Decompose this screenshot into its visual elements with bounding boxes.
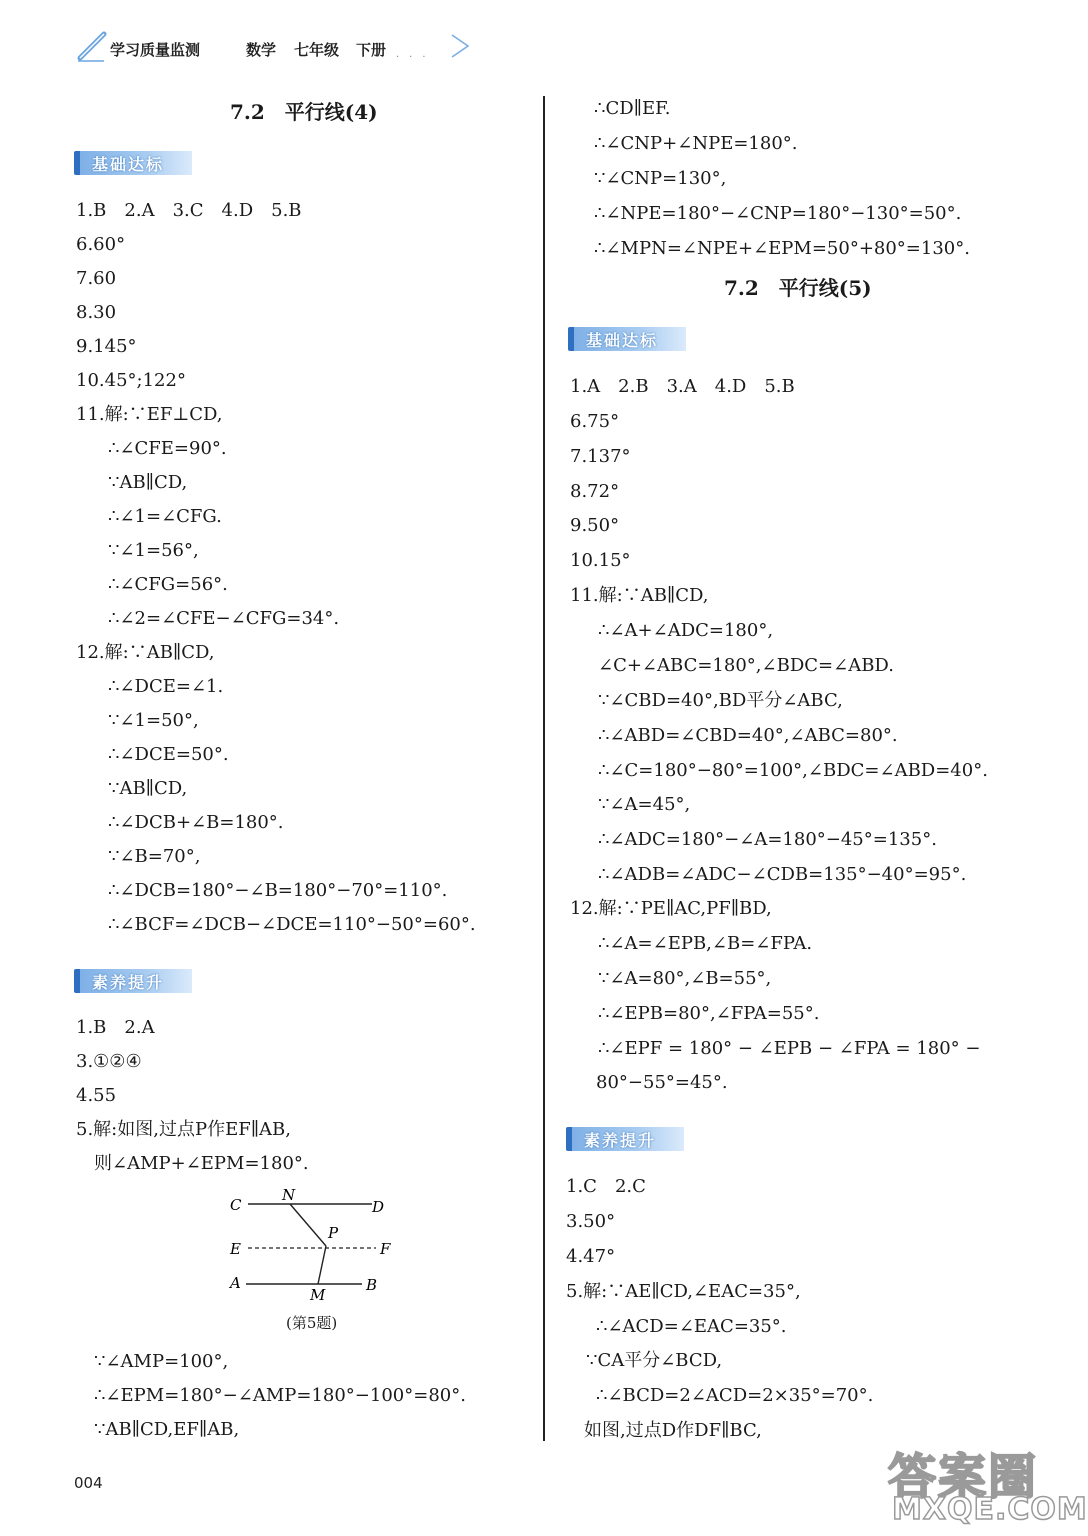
answer-line: 5.解:∵AE∥CD,∠EAC=35°,: [566, 1281, 801, 1302]
answer-line: ∴∠CFG=56°.: [108, 574, 228, 595]
answer-line: 80°−55°=45°.: [596, 1072, 728, 1093]
label-b: B: [366, 1276, 378, 1294]
answer-line: ∴∠C=180°−80°=100°,∠BDC=∠ABD=40°.: [598, 760, 988, 781]
badge-advanced-2: 素养提升: [566, 1127, 684, 1151]
answer-line: ∴CD∥EF.: [594, 98, 671, 119]
answer-line: 11.解:∵AB∥CD,: [570, 585, 709, 606]
answer-line: 1.B 2.A 3.C 4.D 5.B: [76, 200, 302, 221]
answer-line: ∵∠CBD=40°,BD平分∠ABC,: [598, 690, 843, 711]
answer-line: ∴∠2=∠CFE−∠CFG=34°.: [108, 608, 340, 629]
answer-line: 11.解:∵EF⊥CD,: [76, 404, 223, 425]
answer-line: ∵∠1=56°,: [108, 540, 199, 561]
answer-line: 9.50°: [570, 515, 620, 536]
answer-line: ∴∠DCE=50°.: [108, 744, 229, 765]
column-divider: [543, 96, 545, 1441]
badge-basic: 基础达标: [74, 151, 192, 175]
answer-line: 1.A 2.B 3.A 4.D 5.B: [570, 376, 795, 397]
label-d: D: [372, 1198, 385, 1216]
answer-line: ∴∠MPN=∠NPE+∠EPM=50°+80°=130°.: [594, 238, 970, 259]
answer-line: ∴∠BCD=2∠ACD=2×35°=70°.: [596, 1385, 874, 1406]
grade-label: 七年级: [294, 41, 340, 59]
answer-line: ∴∠BCF=∠DCB−∠DCE=110°−50°=60°.: [108, 914, 476, 935]
answer-line: 6.75°: [570, 411, 620, 432]
answer-line: ∵∠1=50°,: [108, 710, 199, 731]
answer-line: 1.B 2.A: [76, 1017, 155, 1038]
answer-line: ∴∠NPE=180°−∠CNP=180°−130°=50°.: [594, 203, 962, 224]
answer-line: ∵AB∥CD,EF∥AB,: [94, 1419, 240, 1440]
answer-line: 10.45°;122°: [76, 370, 186, 391]
label-f: F: [380, 1240, 391, 1258]
answer-line: ∵∠CNP=130°,: [594, 168, 727, 189]
answer-line: 12.解:∵PE∥AC,PF∥BD,: [570, 898, 772, 919]
watermark-text-bottom: MXQE.COM: [892, 1492, 1088, 1527]
answer-line: 8.72°: [570, 481, 620, 502]
section-title-4: 7.2 平行线(4): [230, 100, 378, 124]
answer-line: ∴∠DCB=180°−∠B=180°−70°=110°.: [108, 880, 448, 901]
answer-line: ∵CA平分∠BCD,: [586, 1350, 723, 1371]
watermark-text-top: 答案圈: [888, 1449, 1039, 1505]
pencil-icon: [76, 30, 112, 62]
answer-line: ∴∠EPF = 180° − ∠EPB − ∠FPA = 180° −: [598, 1038, 981, 1059]
answer-line: 则∠AMP+∠EPM=180°.: [94, 1153, 309, 1174]
answer-line: 6.60°: [76, 234, 126, 255]
answer-line: ∵∠A=45°,: [598, 794, 691, 815]
label-m: M: [310, 1286, 326, 1304]
badge-basic-2: 基础达标: [568, 327, 686, 351]
answer-line: ∴∠CNP+∠NPE=180°.: [594, 133, 798, 154]
answer-line: 10.15°: [570, 550, 631, 571]
answer-line: 12.解:∵AB∥CD,: [76, 642, 215, 663]
section-title-5: 7.2 平行线(5): [724, 276, 872, 300]
label-n: N: [282, 1186, 296, 1204]
volume-label: 下册: [356, 41, 387, 59]
answer-line: 5.解:如图,过点P作EF∥AB,: [76, 1119, 291, 1140]
answer-line: 如图,过点D作DF∥BC,: [584, 1420, 762, 1441]
answer-line: ∴∠EPB=80°,∠FPA=55°.: [598, 1003, 820, 1024]
answer-line: ∵AB∥CD,: [108, 472, 188, 493]
series-title: 学习质量监测: [110, 41, 201, 59]
answer-line: 7.60: [76, 268, 117, 289]
label-p: P: [328, 1224, 339, 1242]
answer-line: ∵AB∥CD,: [108, 778, 188, 799]
answer-line: ∴∠EPM=180°−∠AMP=180°−100°=80°.: [94, 1385, 466, 1406]
answer-line: ∴∠1=∠CFG.: [108, 506, 222, 527]
answer-line: ∵∠AMP=100°,: [94, 1351, 229, 1372]
answer-line: ∴∠ADB=∠ADC−∠CDB=135°−40°=95°.: [598, 864, 967, 885]
answer-line: ∴∠ACD=∠EAC=35°.: [596, 1316, 787, 1337]
answer-line: 8.30: [76, 302, 117, 323]
answer-line: 3.①②④: [76, 1051, 142, 1072]
answer-line: ∵∠A=80°,∠B=55°,: [598, 968, 772, 989]
label-c: C: [230, 1196, 242, 1214]
figure-caption: (第5题): [286, 1314, 338, 1332]
label-e: E: [230, 1240, 241, 1258]
answer-line: 4.47°: [566, 1246, 616, 1267]
page-header: [70, 30, 490, 66]
answer-line: ∴∠DCB+∠B=180°.: [108, 812, 284, 833]
answer-line: 3.50°: [566, 1211, 616, 1232]
decorative-dots: ···: [396, 52, 436, 63]
label-a: A: [230, 1274, 241, 1292]
answer-line: ∴∠ADC=180°−∠A=180°−45°=135°.: [598, 829, 937, 850]
answer-line: 7.137°: [570, 446, 631, 467]
answer-line: ∴∠A=∠EPB,∠B=∠FPA.: [598, 933, 813, 954]
watermark-logo: [888, 1438, 1088, 1533]
answer-line: ∠C+∠ABC=180°,∠BDC=∠ABD.: [598, 655, 894, 676]
answer-line: ∴∠DCE=∠1.: [108, 676, 224, 697]
answer-line: ∴∠CFE=90°.: [108, 438, 227, 459]
answer-line: 1.C 2.C: [566, 1176, 646, 1197]
subject-label: 数学: [246, 41, 277, 59]
page-number: 004: [74, 1474, 103, 1492]
answer-line: ∴∠A+∠ADC=180°,: [598, 620, 774, 641]
chevron-right-icon: [448, 32, 472, 60]
badge-advanced: 素养提升: [74, 969, 192, 993]
answer-line: ∵∠B=70°,: [108, 846, 201, 867]
answer-line: 4.55: [76, 1085, 117, 1106]
answer-line: 9.145°: [76, 336, 137, 357]
answer-line: ∴∠ABD=∠CBD=40°,∠ABC=80°.: [598, 725, 898, 746]
